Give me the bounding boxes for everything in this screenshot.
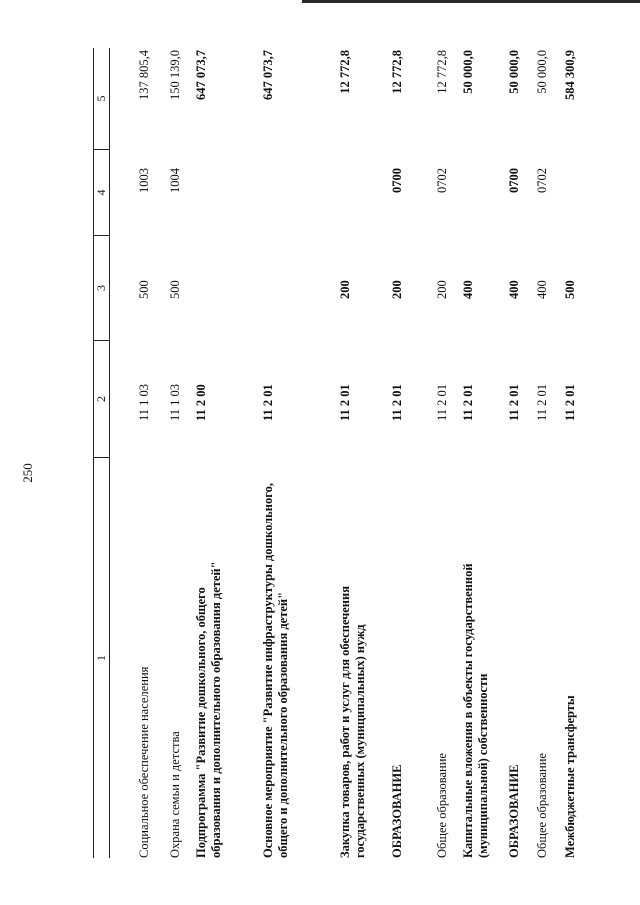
- row-rzpr: 1004: [168, 168, 182, 193]
- row-code: 11 2 01: [435, 383, 449, 421]
- row-code: 11 2 01: [338, 384, 352, 421]
- row-vr: 500: [563, 280, 577, 299]
- row-amount: 12 772,8: [390, 50, 404, 94]
- row-amount: 150 139,0: [168, 50, 182, 100]
- row-code: 11 2 01: [261, 384, 275, 421]
- row-code: 11 1 03: [137, 383, 151, 421]
- row-rzpr: 0702: [535, 168, 549, 193]
- row-code: 11 2 01: [461, 384, 475, 421]
- row-vr: 500: [168, 280, 182, 299]
- row-amount: 584 300,9: [563, 50, 577, 100]
- row-vr: 400: [461, 280, 475, 299]
- rotated-page: [93, 48, 586, 858]
- header-col-2: 2: [94, 396, 108, 402]
- header-col-1: 1: [94, 655, 108, 661]
- row-code: 11 2 01: [390, 384, 404, 421]
- page-number: 250: [20, 463, 35, 483]
- row-amount: 647 073,7: [194, 50, 208, 100]
- row-name: Закупка товаров, работ и услуг для обеспечения государственных (муниципальных) нужд: [338, 586, 367, 858]
- row-amount: 12 772,8: [435, 50, 449, 94]
- row-vr: 200: [390, 280, 404, 299]
- row-vr: 400: [507, 280, 521, 299]
- row-name: Подпрограмма "Развитие дошкольного, общего образования и дополнительного образования детей": [194, 561, 223, 858]
- row-rzpr: 1003: [137, 168, 151, 193]
- row-vr: 400: [535, 280, 549, 299]
- budget-table: [93, 48, 586, 858]
- row-amount: 647 073,7: [261, 50, 275, 100]
- row-vr: 500: [137, 280, 151, 299]
- row-code: 11 2 01: [507, 384, 521, 421]
- row-name: Общее образование: [435, 753, 449, 858]
- header-col-5: 5: [94, 95, 108, 102]
- row-name: Охрана семьи и детства: [168, 731, 182, 858]
- row-amount: 137 805,4: [137, 50, 151, 100]
- row-code: 11 2 00: [194, 384, 208, 421]
- row-amount: 50 000,0: [461, 50, 475, 94]
- header-col-4: 4: [94, 189, 108, 196]
- row-name: Социальное обеспечение населения: [137, 666, 151, 858]
- header-col-3: 3: [94, 285, 108, 291]
- row-rzpr: 0700: [390, 168, 404, 193]
- row-name: Капитальные вложения в объекты государственной (муниципальной) собственности: [461, 563, 490, 858]
- row-name: ОБРАЗОВАНИЕ: [507, 764, 521, 858]
- row-name: Основное мероприятие "Развитие инфраструктуры дошкольного, общего и дополнительного образования детей": [261, 483, 290, 858]
- row-amount: 50 000,0: [507, 50, 521, 94]
- top-edge-line: [302, 0, 640, 3]
- row-rzpr: 0700: [507, 168, 521, 193]
- row-code: 11 2 01: [563, 384, 577, 421]
- row-amount: 12 772,8: [338, 50, 352, 94]
- header-bottom-rule: [109, 48, 110, 858]
- row-code: 11 2 01: [535, 383, 549, 421]
- row-vr: 200: [435, 280, 449, 299]
- row-name: Общее образование: [535, 753, 549, 858]
- row-code: 11 1 03: [168, 383, 182, 421]
- row-vr: 200: [338, 280, 352, 299]
- row-amount: 50 000,0: [535, 50, 549, 94]
- row-name: ОБРАЗОВАНИЕ: [390, 764, 404, 858]
- row-rzpr: 0702: [435, 168, 449, 193]
- row-name: Межбюджетные трансферты: [563, 695, 577, 858]
